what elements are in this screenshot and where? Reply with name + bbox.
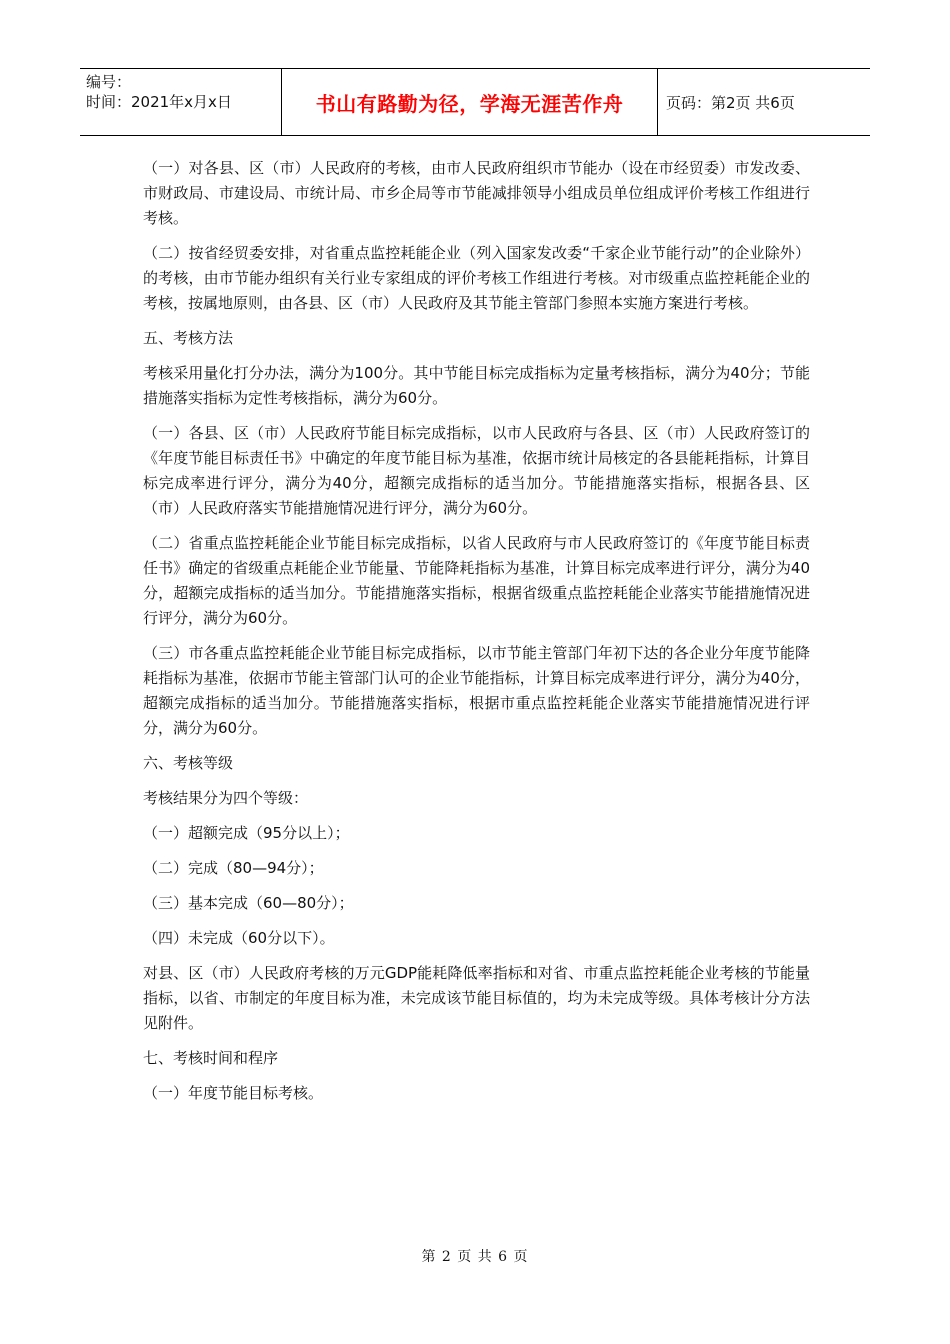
section-heading: 七、考核时间和程序 [143,1049,279,1067]
list-item: （三）基本完成（60—80分）； [143,894,354,912]
document-date: 时间：2021年x月x日 [86,93,232,111]
paragraph: （一）对各县、区（市）人民政府的考核，由市人民政府组织市节能办（设在市经贸委）市发改委、市财政局、市建设局、市统计局、市乡企局等市节能减排领导小组成员单位组成评价考核工作组进行考核。 [143,159,810,227]
paragraph: 对县、区（市）人民政府考核的万元GDP能耗降低率指标和对省、市重点监控耗能企业考核的节能量指标，以省、市制定的年度目标为准，未完成该节能目标值的，均为未完成等级。具体考核计分方法见附件。 [143,964,810,1032]
header-page-info: 页码：第2页 共6页 [666,93,795,112]
document-body [143,156,810,1116]
paragraph: （二）省重点监控耗能企业节能目标完成指标，以省人民政府与市人民政府签订的《年度节能目标责任书》确定的省级重点耗能企业节能量、节能降耗指标为基准，计算目标完成率进行评分，满分为40分，超额完成指标的适当加分。节能措施落实指标，根据省级重点监控耗能企业落实节能措施情况进行评分，满分为60分。 [143,534,810,627]
paragraph: （三）市各重点监控耗能企业节能目标完成指标，以市节能主管部门年初下达的各企业分年度节能降耗指标为基准，依据市节能主管部门认可的企业节能指标，计算目标完成率进行评分，满分为40分，超额完成指标的适当加分。节能措施落实指标，根据市重点监控耗能企业落实节能措施情况进行评分，满分为60分。 [143,644,810,737]
paragraph: （二）按省经贸委安排，对省重点监控耗能企业（列入国家发改委“千家企业节能行动”的企业除外）的考核，由市节能办组织有关行业专家组成的评价考核工作组进行考核。对市级重点监控耗能企业的考核，按属地原则，由各县、区（市）人民政府及其节能主管部门参照本实施方案进行考核。 [143,244,810,312]
section-heading: 五、考核方法 [143,329,234,347]
section-heading: 六、考核等级 [143,754,234,772]
header-meta [80,69,282,135]
page-footer: 第 2 页 共 6 页 [421,1249,529,1265]
list-item: （四）未完成（60分以下）。 [143,929,335,947]
paragraph: 考核采用量化打分办法，满分为100分。其中节能目标完成指标为定量考核指标，满分为40分；节能措施落实指标为定性考核指标，满分为60分。 [143,364,810,407]
document-header [80,68,870,136]
header-motto-cell [282,69,658,135]
paragraph: 考核结果分为四个等级： [143,789,309,807]
list-item: （一）超额完成（95分以上）； [143,824,350,842]
paragraph: （一）各县、区（市）人民政府节能目标完成指标，以市人民政府与各县、区（市）人民政府签订的《年度节能目标责任书》中确定的年度节能目标为基准，依据市统计局核定的各县能耗指标，计算目标完成率进行评分，满分为40分，超额完成指标的适当加分。节能措施落实指标，根据各县、区（市）人民政府落实节能措施情况进行评分，满分为60分。 [143,424,810,517]
paragraph: （一）年度节能目标考核。 [143,1084,324,1102]
header-motto: 书山有路勤为径，学海无涯苦作舟 [315,91,624,116]
list-item: （二）完成（80—94分）； [143,859,324,877]
document-number-label: 编号： [86,73,132,91]
